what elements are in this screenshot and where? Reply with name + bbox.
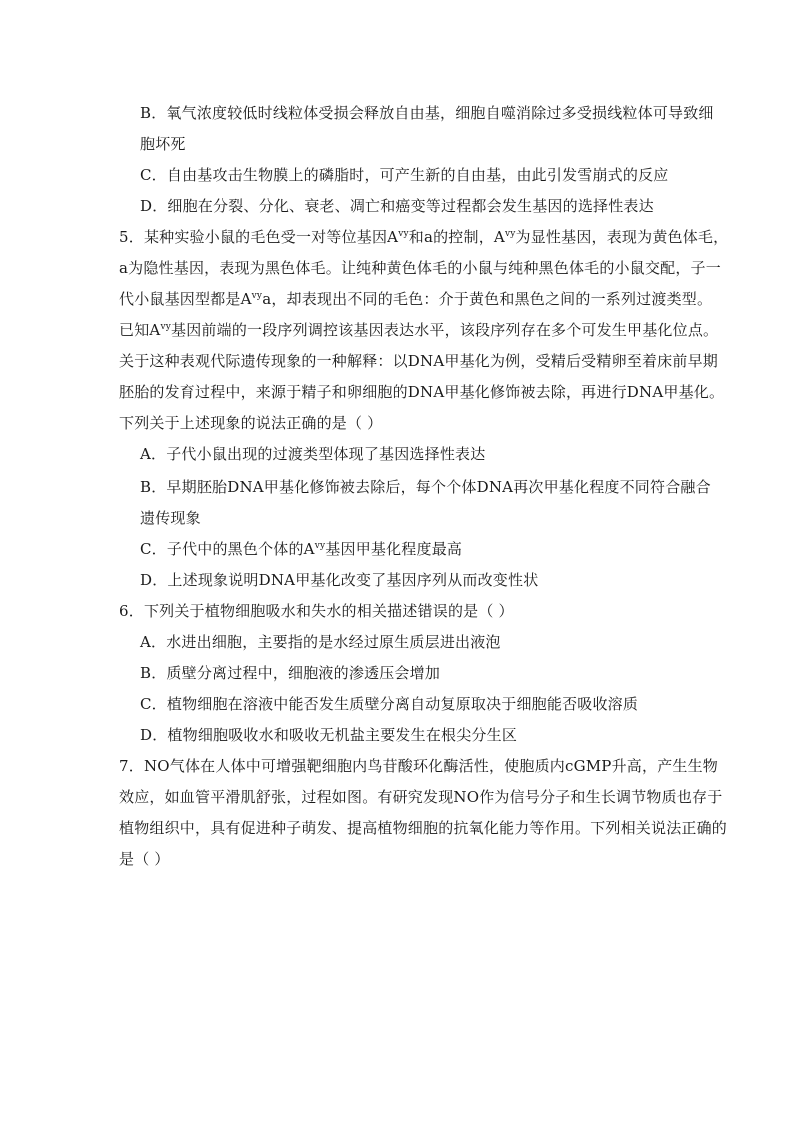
- q5-stem-line3: 代小鼠基因型都是$A^{vy}a$，却表现出不同的毛色：介于黄色和黑色之间的一系列过渡类型。: [119, 290, 713, 308]
- q5-stem-line5: 关于这种表观代际遗传现象的一种解释：以DNA甲基化为例，受精后受精卵至着床前早期: [119, 352, 718, 370]
- q4-option-d: D．细胞在分裂、分化、衰老、凋亡和癌变等过程都会发生基因的选择性表达: [140, 197, 654, 215]
- q5-stem-line6: 胚胎的发育过程中，来源于精子和卵细胞的DNA甲基化修饰被去除，再进行DNA甲基化。: [119, 383, 725, 401]
- q5-option-b-line2: 遗传现象: [140, 509, 201, 527]
- q6-option-a: A．水进出细胞，主要指的是水经过原生质层进出液泡: [140, 633, 501, 651]
- q5-stem-line7: 下列关于上述现象的说法正确的是（ ）: [119, 414, 383, 432]
- q5-stem-line4: 已知$A^{vy}$基因前端的一段序列调控该基因表达水平，该段序列存在多个可发生甲基化位点。: [119, 321, 719, 339]
- q4-option-c: C．自由基攻击生物膜上的磷脂时，可产生新的自由基，由此引发雪崩式的反应: [140, 166, 669, 184]
- q4-option-b-line2: 胞坏死: [140, 135, 186, 153]
- q7-stem-line4: 是（ ）: [119, 850, 170, 868]
- q4-option-b-line1: B．氧气浓度较低时线粒体受损会释放自由基，细胞自噬消除过多受损线粒体可导致细: [140, 104, 714, 122]
- q5-option-b-line1: B．早期胚胎DNA甲基化修饰被去除后，每个个体DNA再次甲基化程度不同符合融合: [140, 478, 711, 496]
- q5-option-c: C．子代中的黑色个体的$A^{vy}$基因甲基化程度最高: [140, 540, 463, 558]
- q6-option-b: B．质壁分离过程中，细胞液的渗透压会增加: [140, 664, 441, 682]
- q6-option-c: C．植物细胞在溶液中能否发生质壁分离自动复原取决于细胞能否吸收溶质: [140, 695, 639, 713]
- q5-stem-line2: a为隐性基因，表现为黑色体毛。让纯种黄色体毛的小鼠与纯种黑色体毛的小鼠交配，子一: [119, 259, 721, 277]
- q7-stem-line2: 效应，如血管平滑肌舒张，过程如图。有研究发现NO作为信号分子和生长调节物质也存于: [119, 788, 723, 806]
- q5-option-d: D．上述现象说明DNA甲基化改变了基因序列从而改变性状: [140, 571, 539, 589]
- q5-option-a: A．子代小鼠出现的过渡类型体现了基因选择性表达: [140, 445, 486, 463]
- q7-stem-line3: 植物组织中，具有促进种子萌发、提高植物细胞的抗氧化能力等作用。下列相关说法正确的: [119, 819, 728, 837]
- q5-stem-line1: 5．某种实验小鼠的毛色受一对等位基因$A^{vy}$和a的控制，$A^{vy}$为显性基因，表现为黄色体毛，: [119, 228, 729, 246]
- q6-stem: 6．下列关于植物细胞吸水和失水的相关描述错误的是（ ）: [119, 602, 514, 620]
- q6-option-d: D．植物细胞吸收水和吸收无机盐主要发生在根尖分生区: [140, 726, 518, 744]
- q7-stem-line1: 7．NO气体在人体中可增强靶细胞内鸟苷酸环化酶活性，使胞质内cGMP升高，产生生物: [119, 757, 719, 775]
